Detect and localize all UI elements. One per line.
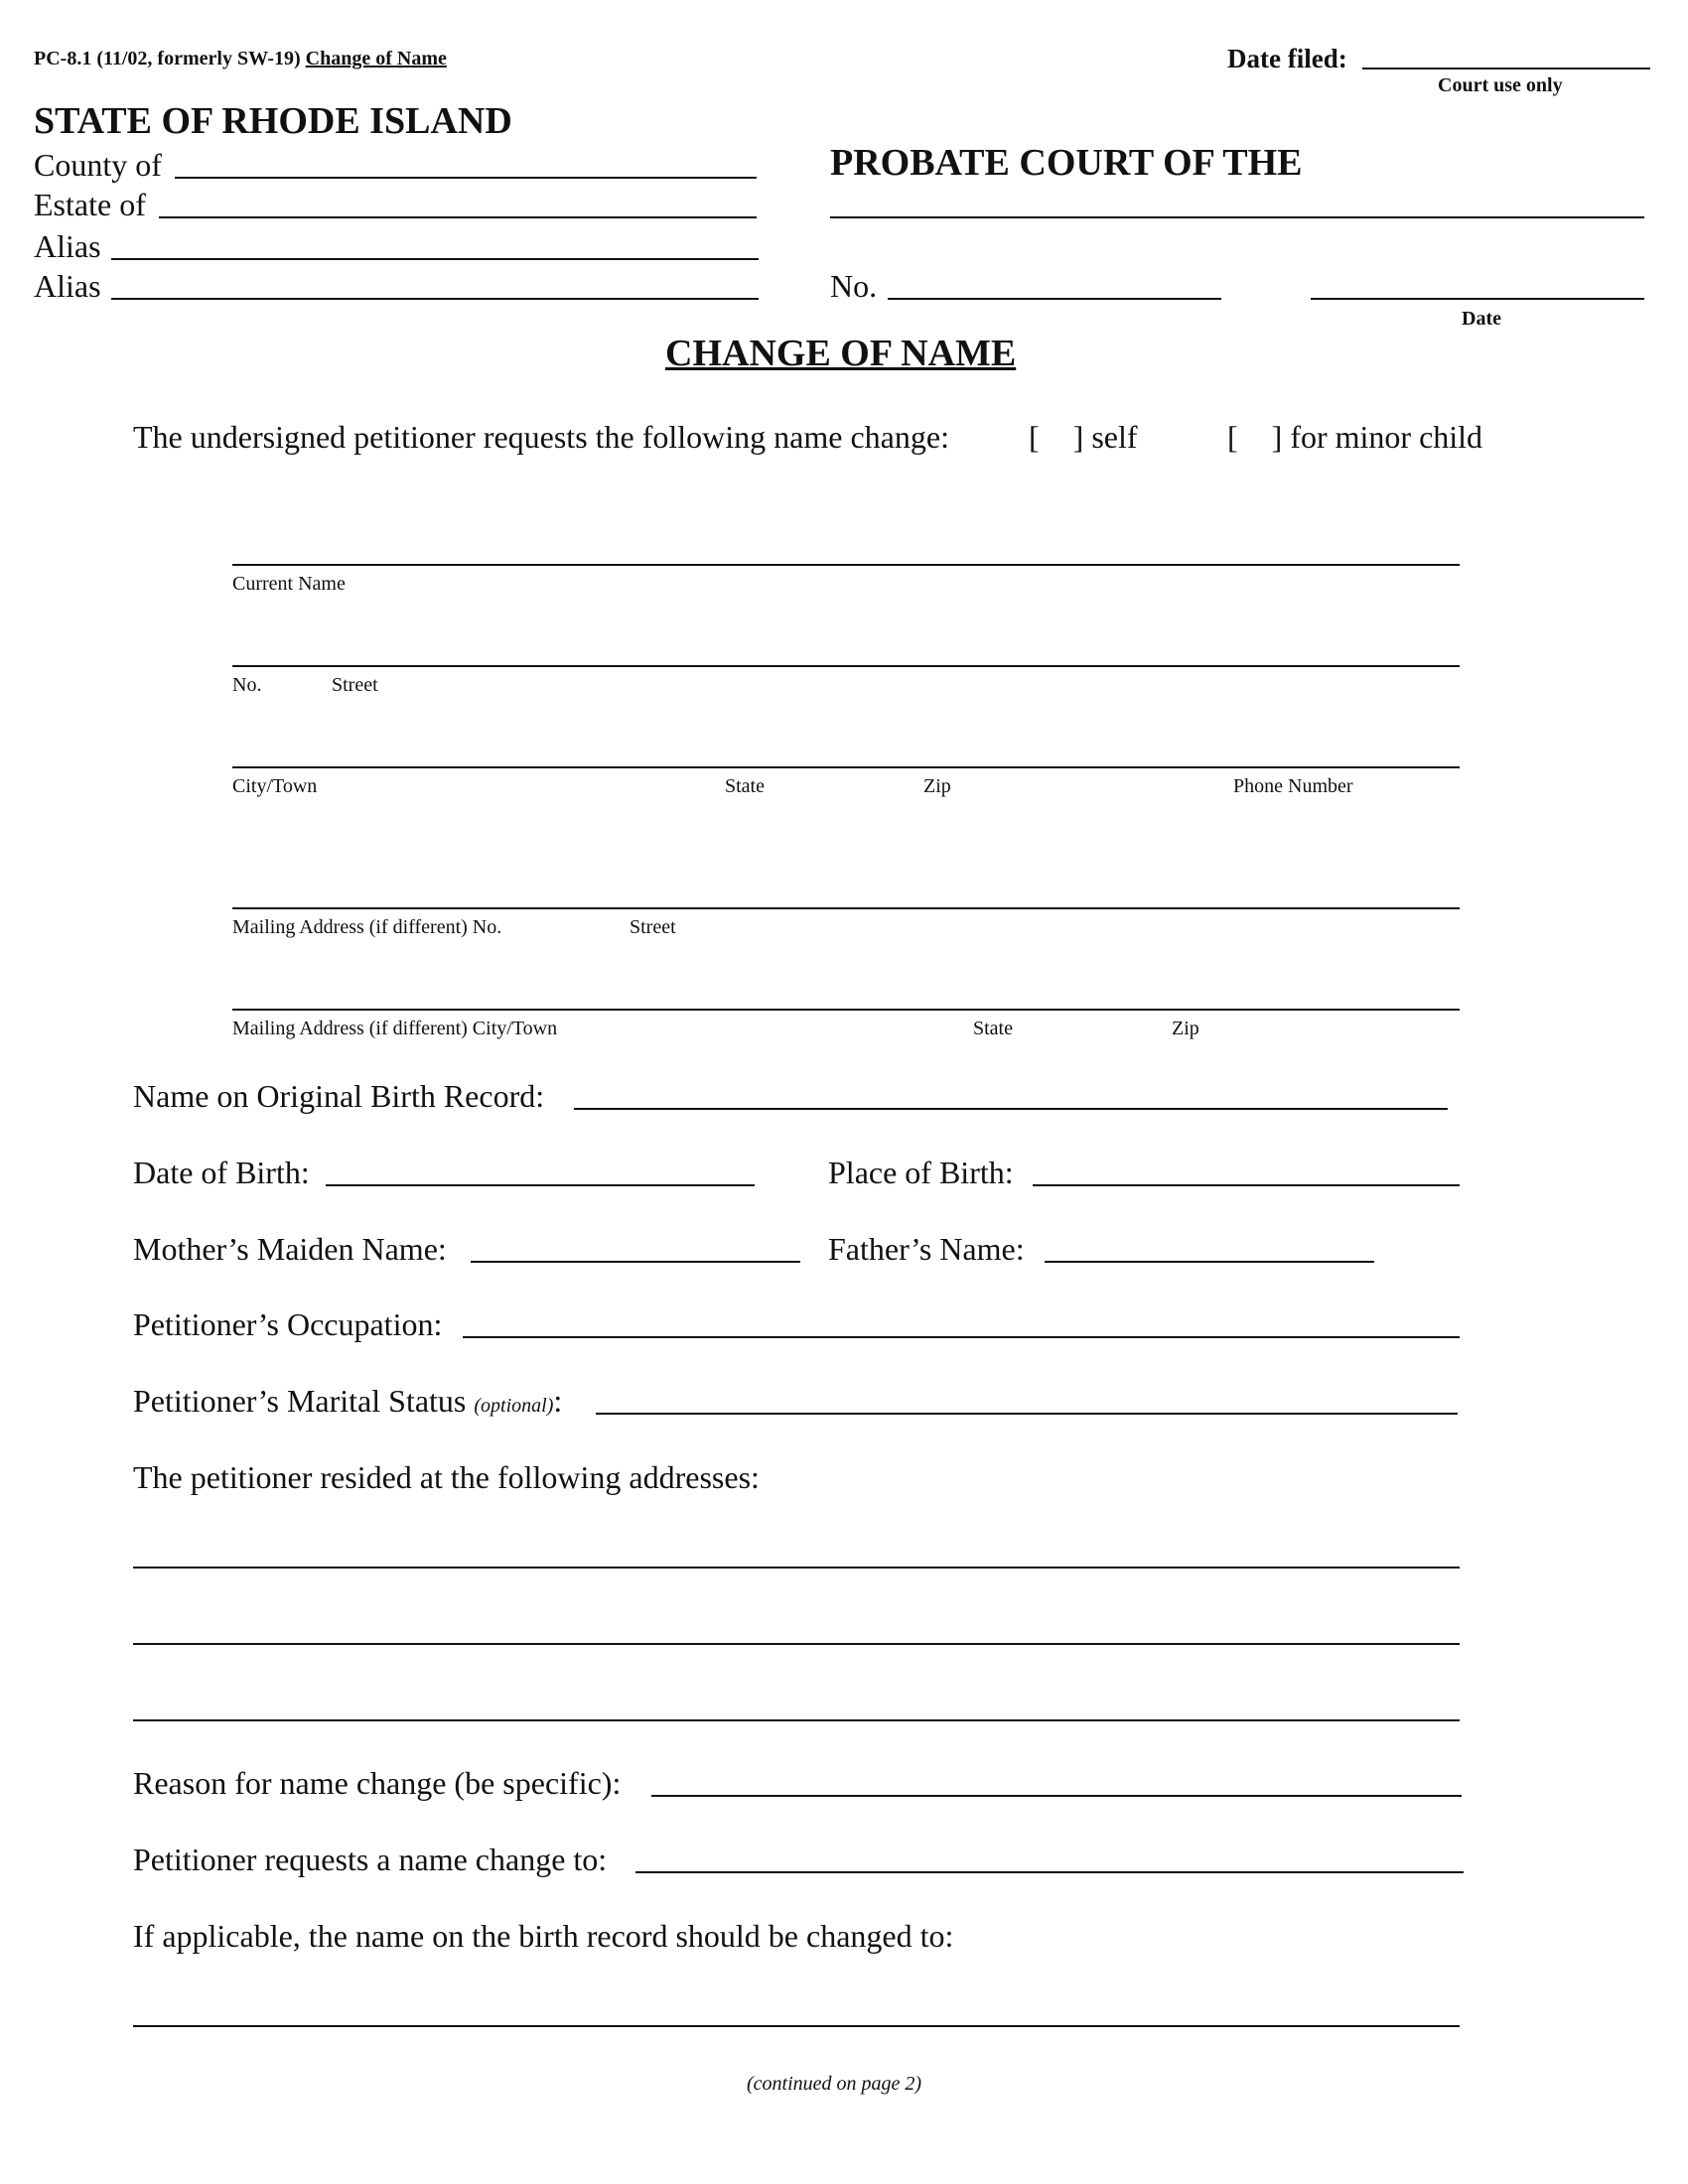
mailing-zip-label: Zip xyxy=(1172,1018,1199,1039)
alias-field-1[interactable] xyxy=(111,258,759,260)
self-checkbox[interactable] xyxy=(1029,421,1138,453)
street-label: Street xyxy=(332,674,378,696)
requests-to-field[interactable] xyxy=(635,1871,1464,1873)
state-label: State xyxy=(725,775,765,797)
court-use-only: Court use only xyxy=(1438,74,1563,96)
resided-line-2[interactable] xyxy=(133,1643,1460,1645)
alias-field-2[interactable] xyxy=(111,298,759,300)
birth-record-label: Name on Original Birth Record: xyxy=(133,1078,545,1114)
marital-status-label xyxy=(133,1385,562,1417)
form-code-text: PC-8.1 (11/02, formerly SW-19) xyxy=(34,48,301,69)
date-filed-field[interactable] xyxy=(1362,68,1650,69)
case-no-label: No. xyxy=(830,268,878,304)
alias-label-1: Alias xyxy=(34,228,101,264)
birth-change-field[interactable] xyxy=(133,2025,1460,2027)
probate-court-title: PROBATE COURT OF THE xyxy=(830,142,1303,184)
county-label: County of xyxy=(34,147,162,183)
current-name-field[interactable] xyxy=(232,564,1460,566)
minor-child-checkbox[interactable] xyxy=(1227,421,1482,453)
no-label: No. xyxy=(232,674,262,696)
estate-field[interactable] xyxy=(159,216,757,218)
self-bracket: [ xyxy=(1029,419,1040,455)
continued-note: (continued on page 2) xyxy=(747,2073,922,2095)
father-label: Father’s Name: xyxy=(828,1231,1025,1267)
case-date-label: Date xyxy=(1462,308,1501,330)
occupation-field[interactable] xyxy=(463,1336,1460,1338)
street-field[interactable] xyxy=(232,665,1460,667)
optional-text: (optional) xyxy=(474,1395,554,1417)
alias-label-2: Alias xyxy=(34,268,101,304)
city-state-zip-field[interactable] xyxy=(232,766,1460,768)
estate-label: Estate of xyxy=(34,187,146,222)
marital-colon: : xyxy=(553,1383,563,1419)
case-date-field[interactable] xyxy=(1311,298,1644,300)
reason-label: Reason for name change (be specific): xyxy=(133,1765,622,1801)
state-title: STATE OF RHODE ISLAND xyxy=(34,100,512,142)
reason-field[interactable] xyxy=(651,1795,1462,1797)
form-title-link: Change of Name xyxy=(305,48,447,69)
birth-change-label: If applicable, the name on the birth record should be changed to: xyxy=(133,1918,954,1954)
mailing-city-label: Mailing Address (if different) City/Town xyxy=(232,1018,558,1039)
date-filed-label: Date filed: xyxy=(1227,44,1347,73)
mailing-street-label: Street xyxy=(630,916,676,938)
form-code xyxy=(34,48,447,70)
zip-label: Zip xyxy=(923,775,951,797)
minor-label: ] for minor child xyxy=(1271,419,1483,455)
dob-label: Date of Birth: xyxy=(133,1155,310,1190)
page-title: CHANGE OF NAME xyxy=(665,333,1017,374)
phone-label: Phone Number xyxy=(1233,775,1353,797)
mailing-city-field[interactable] xyxy=(232,1009,1460,1011)
requests-to-label: Petitioner requests a name change to: xyxy=(133,1842,608,1877)
father-field[interactable] xyxy=(1045,1261,1374,1263)
mother-label: Mother’s Maiden Name: xyxy=(133,1231,447,1267)
self-label: ] self xyxy=(1072,419,1138,455)
mailing-state-label: State xyxy=(973,1018,1013,1039)
case-no-field[interactable] xyxy=(888,298,1221,300)
mailing-street-field[interactable] xyxy=(232,907,1460,909)
current-name-label: Current Name xyxy=(232,573,346,595)
mailing-no-label: Mailing Address (if different) No. xyxy=(232,916,502,938)
resided-line-1[interactable] xyxy=(133,1567,1460,1569)
pob-label: Place of Birth: xyxy=(828,1155,1014,1190)
county-field[interactable] xyxy=(175,177,757,179)
request-text: The undersigned petitioner requests the following name change: xyxy=(133,419,949,455)
birth-record-field[interactable] xyxy=(574,1108,1448,1110)
marital-text: Petitioner’s Marital Status xyxy=(133,1383,467,1419)
probate-court-field[interactable] xyxy=(830,216,1644,218)
resided-label: The petitioner resided at the following addresses: xyxy=(133,1459,760,1495)
city-label: City/Town xyxy=(232,775,318,797)
minor-bracket: [ xyxy=(1227,419,1238,455)
occupation-label: Petitioner’s Occupation: xyxy=(133,1306,443,1342)
mother-field[interactable] xyxy=(471,1261,800,1263)
marital-status-field[interactable] xyxy=(596,1413,1458,1415)
dob-field[interactable] xyxy=(326,1184,755,1186)
pob-field[interactable] xyxy=(1033,1184,1460,1186)
resided-line-3[interactable] xyxy=(133,1719,1460,1721)
